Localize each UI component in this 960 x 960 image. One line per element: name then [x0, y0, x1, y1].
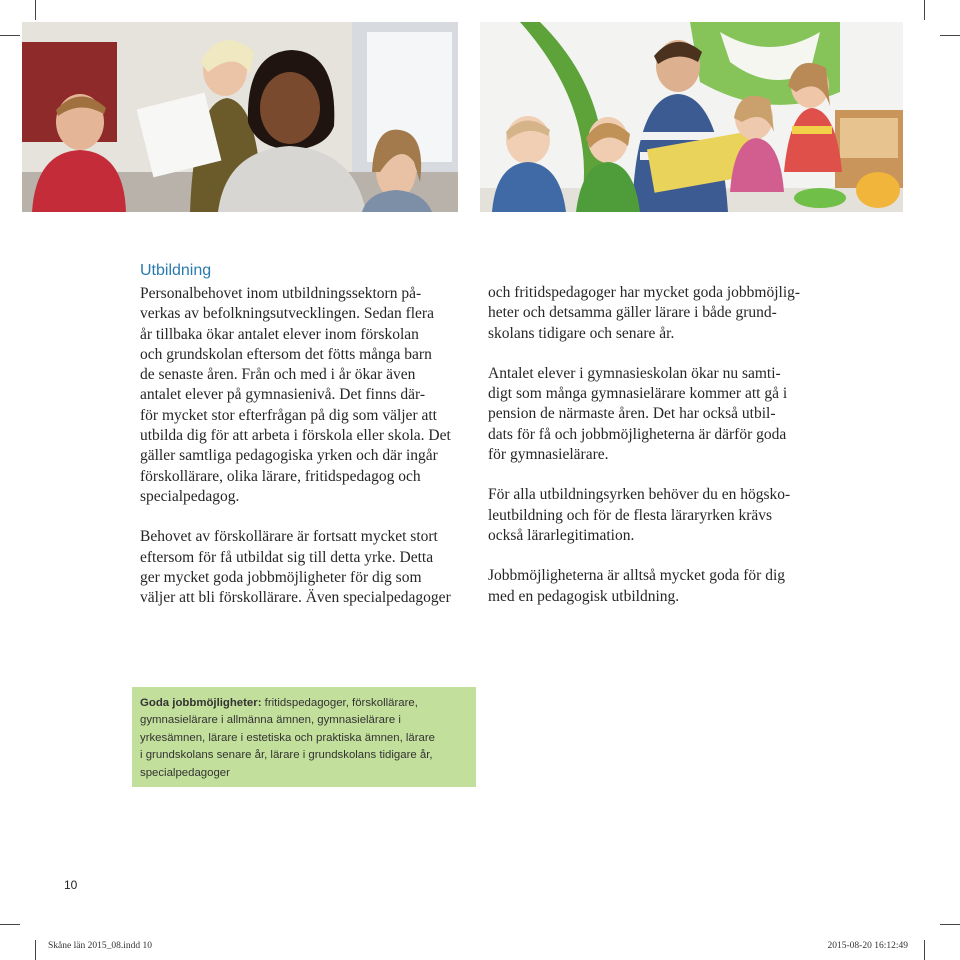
job-opportunities-list: fritidspedagoger, förskollärare, gymnasielärare i allmänna ämnen, gymnasielärare i yrkesämnen, lärare i estetiska och praktiska ämnen, lärare i grundskolans senare år, lärare i grundskolans tidigare år, specialpedagoger: [140, 697, 436, 779]
paragraph: och fritidspedagoger har mycket goda jobbmöjlig- heter och detsamma gäller lärare i både grund- skolans tidigare och senare år.: [488, 284, 801, 342]
crop-mark: [0, 924, 20, 925]
paragraph: Behovet av förskollärare är fortsatt mycket stort eftersom för få utbildat sig till detta yrke. Detta ger mycket goda jobbmöjligheter för dig som väljer att bli förskollärare. Även specialpedagoger: [140, 528, 451, 607]
crop-mark: [35, 0, 36, 20]
reading-children-photo: [480, 22, 903, 212]
slug-filename: Skåne län 2015_08.indd 10: [48, 941, 152, 951]
crop-mark: [0, 35, 20, 36]
paragraph: Jobbmöjligheterna är alltså mycket goda för dig med en pedagogisk utbildning.: [488, 567, 785, 605]
classroom-photo: [22, 22, 458, 212]
crop-mark: [35, 940, 36, 960]
crop-mark: [940, 924, 960, 925]
job-opportunities-text: [140, 695, 472, 782]
crop-mark: [924, 940, 925, 960]
paragraph: Antalet elever i gymnasieskolan ökar nu samti- digt som många gymnasielärare kommer att gå i pension de närmaste åren. Det har också utbil- dats för få och jobbmöjligheterna är därför goda för gymnasielärare.: [488, 364, 788, 464]
crop-mark: [924, 0, 925, 20]
page-number: 10: [64, 878, 78, 892]
paragraph: Personalbehovet inom utbildningssektorn på- verkas av befolkningsutvecklingen. Sedan flera år tillbaka ökar antalet elever inom förskolan och grundskolan eftersom det fötts många barn de senaste åren. Från och med i år ökar även antalet elever på gymnasienivå. Det finns där- för mycket stor efterfrågan på dig som väljer att utbilda dig för att arbeta i förskola eller skola. Det gäller samtliga pedagogiska yrken och där ingår förskollärare, olika lärare, fritidspedagog och specialpedagog.: [140, 285, 451, 505]
slug-timestamp: 2015-08-20 16:12:49: [827, 941, 908, 951]
job-opportunities-box: [132, 687, 476, 787]
job-opportunities-label: Goda jobbmöjligheter:: [140, 697, 262, 709]
paragraph: För alla utbildningsyrken behöver du en högsko- leutbildning och för de flesta läraryrken krävs också lärarlegitimation.: [488, 486, 791, 544]
crop-mark: [940, 35, 960, 36]
right-text-column: [488, 283, 828, 627]
left-text-column: [140, 284, 470, 628]
section-heading: Utbildning: [140, 262, 212, 279]
